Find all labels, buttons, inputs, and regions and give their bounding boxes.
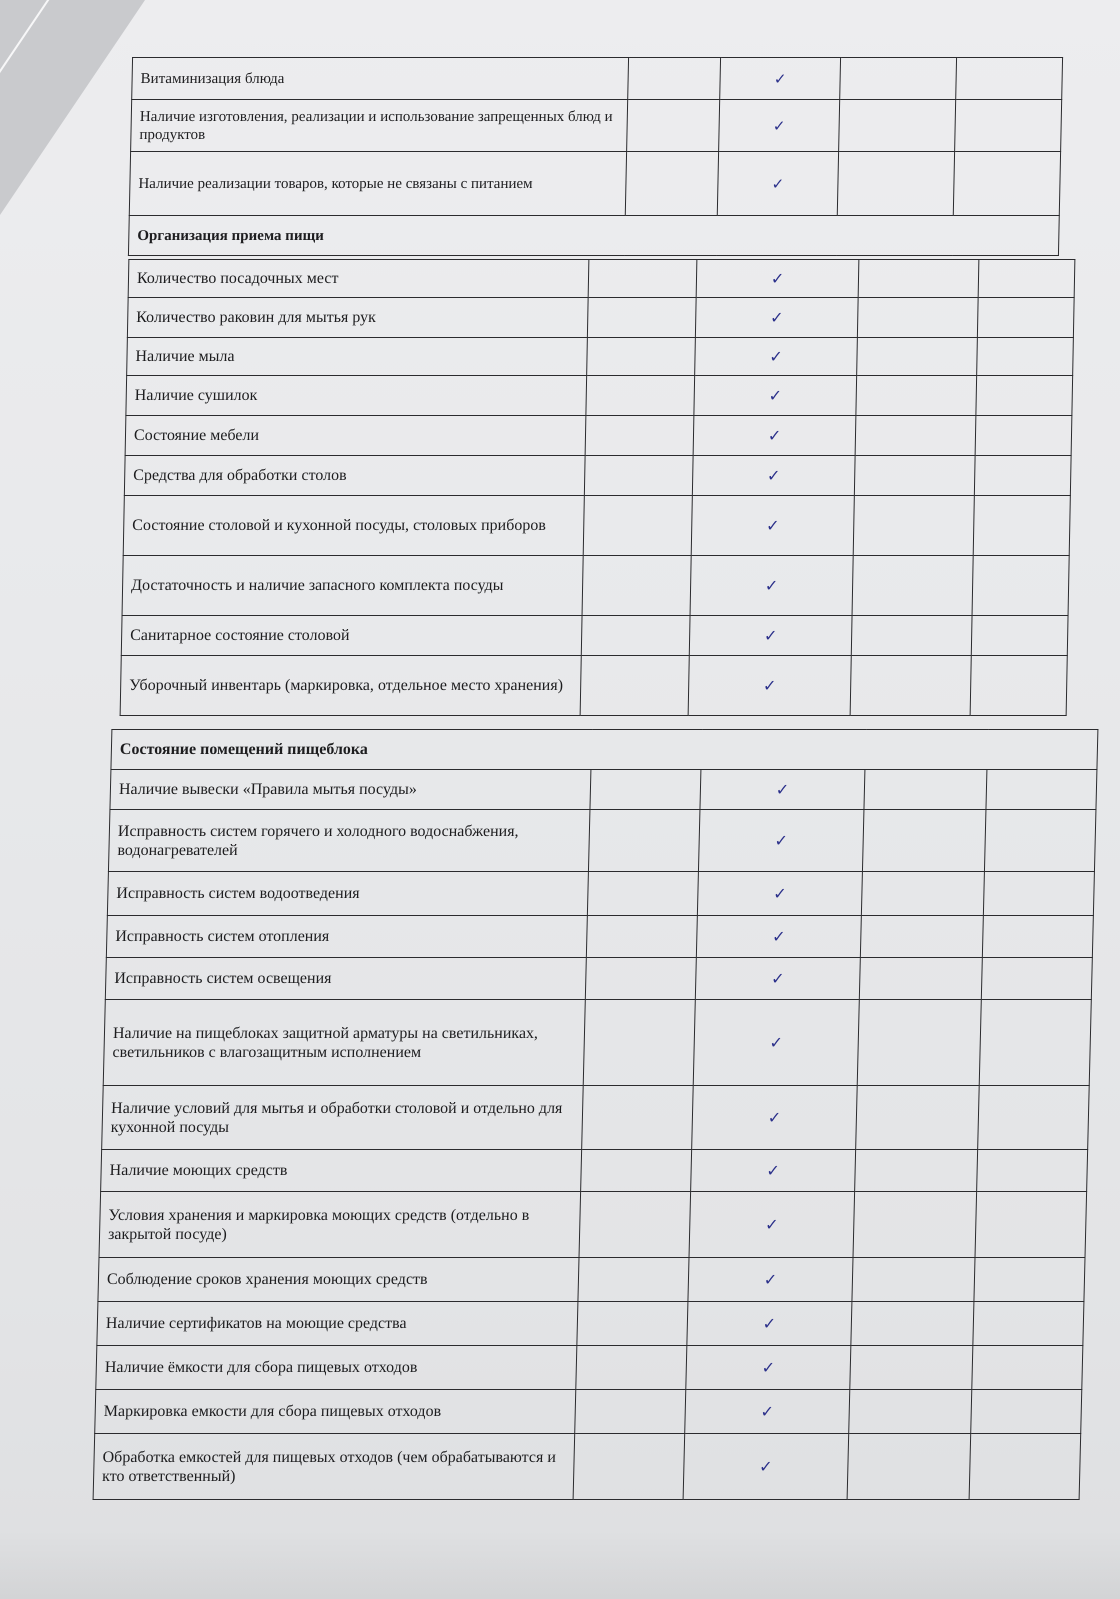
- criterion-label: Наличие сушилок: [126, 376, 587, 416]
- empty-cell: [862, 810, 986, 872]
- checkmark: ✓: [694, 376, 857, 416]
- checkmark: ✓: [683, 1434, 849, 1500]
- table-row: [105, 958, 1092, 1000]
- criterion-label: Наличие моющих средств: [101, 1150, 582, 1192]
- checkmark: ✓: [687, 1302, 852, 1346]
- empty-cell: [575, 1390, 686, 1434]
- checkmark: ✓: [692, 456, 855, 496]
- table-row: [131, 100, 1062, 152]
- empty-cell: [851, 616, 972, 656]
- empty-cell: [586, 916, 697, 958]
- empty-cell: [583, 1000, 695, 1086]
- checklist-table-kitchen: [93, 729, 1099, 1500]
- criterion-label: Наличие сертификатов на моющие средства: [97, 1302, 578, 1346]
- criterion-label: Санитарное состояние столовой: [121, 616, 582, 656]
- checkmark: ✓: [691, 496, 854, 556]
- empty-cell: [578, 1258, 689, 1302]
- empty-cell: [956, 58, 1063, 100]
- empty-cell: [581, 1150, 692, 1192]
- checkmark: ✓: [688, 656, 851, 716]
- table-row: [95, 1390, 1082, 1434]
- empty-cell: [972, 1346, 1083, 1390]
- criterion-label: Исправность систем водоотведения: [107, 872, 588, 916]
- empty-cell: [628, 58, 721, 100]
- empty-cell: [583, 496, 692, 556]
- table-row: [103, 1000, 1091, 1086]
- empty-cell: [590, 770, 701, 810]
- empty-cell: [976, 376, 1073, 416]
- empty-cell: [852, 1258, 975, 1302]
- empty-cell: [955, 100, 1062, 152]
- empty-cell: [577, 1302, 688, 1346]
- empty-cell: [857, 1000, 981, 1086]
- table-row: [122, 556, 1069, 616]
- empty-cell: [973, 496, 1070, 556]
- empty-cell: [857, 338, 978, 376]
- empty-cell: [573, 1434, 685, 1500]
- criterion-label: Витаминизация блюда: [132, 58, 629, 100]
- empty-cell: [983, 872, 1094, 916]
- empty-cell: [588, 260, 697, 298]
- checkmark: ✓: [689, 616, 852, 656]
- criterion-label: Маркировка емкости для сбора пищевых отходов: [95, 1390, 576, 1434]
- criterion-label: Исправность систем горячего и холодного водоснабжения, водонагревателей: [108, 810, 590, 872]
- checkmark: ✓: [688, 1258, 853, 1302]
- checkmark: ✓: [693, 416, 856, 456]
- checkmark: ✓: [700, 770, 865, 810]
- criterion-label: Достаточность и наличие запасного комплекта посуды: [122, 556, 583, 616]
- empty-cell: [581, 616, 690, 656]
- table-row: [107, 872, 1094, 916]
- empty-cell: [982, 916, 1093, 958]
- empty-cell: [582, 1086, 694, 1150]
- empty-cell: [971, 616, 1068, 656]
- empty-cell: [977, 338, 1074, 376]
- section-header-row: [128, 216, 1059, 256]
- checkmark: ✓: [720, 58, 841, 100]
- empty-cell: [977, 1150, 1088, 1192]
- checkmark: ✓: [686, 1346, 851, 1390]
- checkmark: ✓: [692, 1086, 858, 1150]
- table-row: [99, 1192, 1087, 1258]
- empty-cell: [953, 152, 1060, 216]
- empty-cell: [849, 1390, 972, 1434]
- checkmark: ✓: [691, 1150, 856, 1192]
- table-body: [120, 260, 1075, 716]
- table-row: [93, 1434, 1081, 1500]
- criterion-label: Условия хранения и маркировка моющих средств (отдельно в закрытой посуде): [99, 1192, 581, 1258]
- empty-cell: [859, 958, 982, 1000]
- table-row: [96, 1346, 1083, 1390]
- table-row: [110, 770, 1097, 810]
- table-row: [102, 1086, 1090, 1150]
- empty-cell: [585, 416, 694, 456]
- empty-cell: [970, 656, 1067, 716]
- empty-cell: [586, 376, 695, 416]
- empty-cell: [837, 152, 954, 216]
- empty-cell: [576, 1346, 687, 1390]
- empty-cell: [853, 1192, 977, 1258]
- empty-cell: [627, 100, 720, 152]
- criterion-label: Средства для обработки столов: [124, 456, 585, 496]
- criterion-label: Уборочный инвентарь (маркировка, отдельное место хранения): [120, 656, 581, 716]
- table-row: [126, 376, 1073, 416]
- empty-cell: [975, 416, 1072, 456]
- empty-cell: [977, 298, 1074, 338]
- empty-cell: [840, 58, 957, 100]
- empty-cell: [861, 872, 984, 916]
- checkmark: ✓: [690, 556, 853, 616]
- page-shadow: [0, 1530, 1120, 1599]
- criterion-label: Наличие ёмкости для сбора пищевых отходов: [96, 1346, 577, 1390]
- empty-cell: [587, 298, 696, 338]
- empty-cell: [587, 338, 696, 376]
- empty-cell: [973, 1302, 1084, 1346]
- section-header-row: [111, 730, 1098, 770]
- empty-cell: [580, 656, 689, 716]
- criterion-label: Состояние мебели: [125, 416, 586, 456]
- criterion-label: Наличие мыла: [127, 338, 588, 376]
- checkmark: ✓: [695, 298, 858, 338]
- empty-cell: [984, 810, 1096, 872]
- table-row: [98, 1258, 1085, 1302]
- empty-cell: [986, 770, 1097, 810]
- criterion-label: Исправность систем отопления: [106, 916, 587, 958]
- checkmark: ✓: [689, 1192, 855, 1258]
- table-row: [129, 152, 1060, 216]
- empty-cell: [852, 556, 973, 616]
- checkmark: ✓: [685, 1390, 850, 1434]
- table-row: [132, 58, 1063, 100]
- checkmark: ✓: [719, 100, 840, 152]
- table-row: [121, 616, 1068, 656]
- empty-cell: [860, 916, 983, 958]
- empty-cell: [856, 376, 977, 416]
- empty-cell: [579, 1192, 691, 1258]
- empty-cell: [974, 1258, 1085, 1302]
- checkmark: ✓: [693, 1000, 859, 1086]
- table-row: [97, 1302, 1084, 1346]
- empty-cell: [974, 456, 1071, 496]
- empty-cell: [972, 556, 1069, 616]
- empty-cell: [978, 260, 1075, 298]
- checkmark: ✓: [717, 152, 838, 216]
- empty-cell: [864, 770, 987, 810]
- empty-cell: [978, 1086, 1090, 1150]
- criterion-label: Исправность систем освещения: [105, 958, 586, 1000]
- table-row: [125, 416, 1072, 456]
- empty-cell: [847, 1434, 971, 1500]
- criterion-label: Наличие условий для мытья и обработки столовой и отдельно для кухонной посуды: [102, 1086, 584, 1150]
- criterion-label: Соблюдение сроков хранения моющих средств: [98, 1258, 579, 1302]
- empty-cell: [971, 1390, 1082, 1434]
- empty-cell: [625, 152, 718, 216]
- checklist-table-meal: [120, 259, 1076, 716]
- checkmark: ✓: [696, 916, 861, 958]
- empty-cell: [854, 456, 975, 496]
- empty-cell: [584, 456, 693, 496]
- table-row: [128, 260, 1075, 298]
- checkmark: ✓: [695, 958, 860, 1000]
- criterion-label: Наличие изготовления, реализации и использование запрещенных блюд и продуктов: [131, 100, 628, 152]
- empty-cell: [582, 556, 691, 616]
- section-title-meal-organization: Организация приема пищи: [128, 216, 1059, 256]
- table-row: [108, 810, 1096, 872]
- table-row: [124, 456, 1071, 496]
- table-row: [123, 496, 1070, 556]
- table-row: [120, 656, 1067, 716]
- empty-cell: [857, 298, 978, 338]
- table-body: [128, 58, 1062, 256]
- table-row: [101, 1150, 1088, 1192]
- criterion-label: Состояние столовой и кухонной посуды, столовых приборов: [123, 496, 584, 556]
- section-title-kitchen-premises: Состояние помещений пищеблока: [111, 730, 1098, 770]
- empty-cell: [855, 1150, 978, 1192]
- checkmark: ✓: [695, 338, 858, 376]
- empty-cell: [585, 958, 696, 1000]
- checkmark: ✓: [698, 810, 864, 872]
- empty-cell: [853, 496, 974, 556]
- empty-cell: [851, 1302, 974, 1346]
- criterion-label: Количество посадочных мест: [128, 260, 589, 298]
- table-body: [93, 730, 1098, 1500]
- empty-cell: [856, 1086, 980, 1150]
- checkmark: ✓: [697, 872, 862, 916]
- criterion-label: Наличие реализации товаров, которые не связаны с питанием: [129, 152, 626, 216]
- empty-cell: [981, 958, 1092, 1000]
- criterion-label: Наличие вывески «Правила мытья посуды»: [110, 770, 591, 810]
- table-row: [127, 298, 1074, 338]
- empty-cell: [855, 416, 976, 456]
- empty-cell: [969, 1434, 1081, 1500]
- empty-cell: [839, 100, 956, 152]
- empty-cell: [975, 1192, 1087, 1258]
- criterion-label: Обработка емкостей для пищевых отходов (чем обрабатываются и кто ответственный): [93, 1434, 575, 1500]
- empty-cell: [979, 1000, 1091, 1086]
- empty-cell: [850, 656, 971, 716]
- empty-cell: [588, 810, 700, 872]
- criterion-label: Наличие на пищеблоках защитной арматуры на светильниках, светильников с влагозащитным исполнением: [103, 1000, 585, 1086]
- folded-page-corner: [0, 0, 145, 215]
- checkmark: ✓: [696, 260, 859, 298]
- empty-cell: [850, 1346, 973, 1390]
- table-row: [127, 338, 1074, 376]
- criterion-label: Количество раковин для мытья рук: [127, 298, 588, 338]
- checklist-table-top: [128, 57, 1063, 256]
- empty-cell: [587, 872, 698, 916]
- empty-cell: [858, 260, 979, 298]
- table-row: [106, 916, 1093, 958]
